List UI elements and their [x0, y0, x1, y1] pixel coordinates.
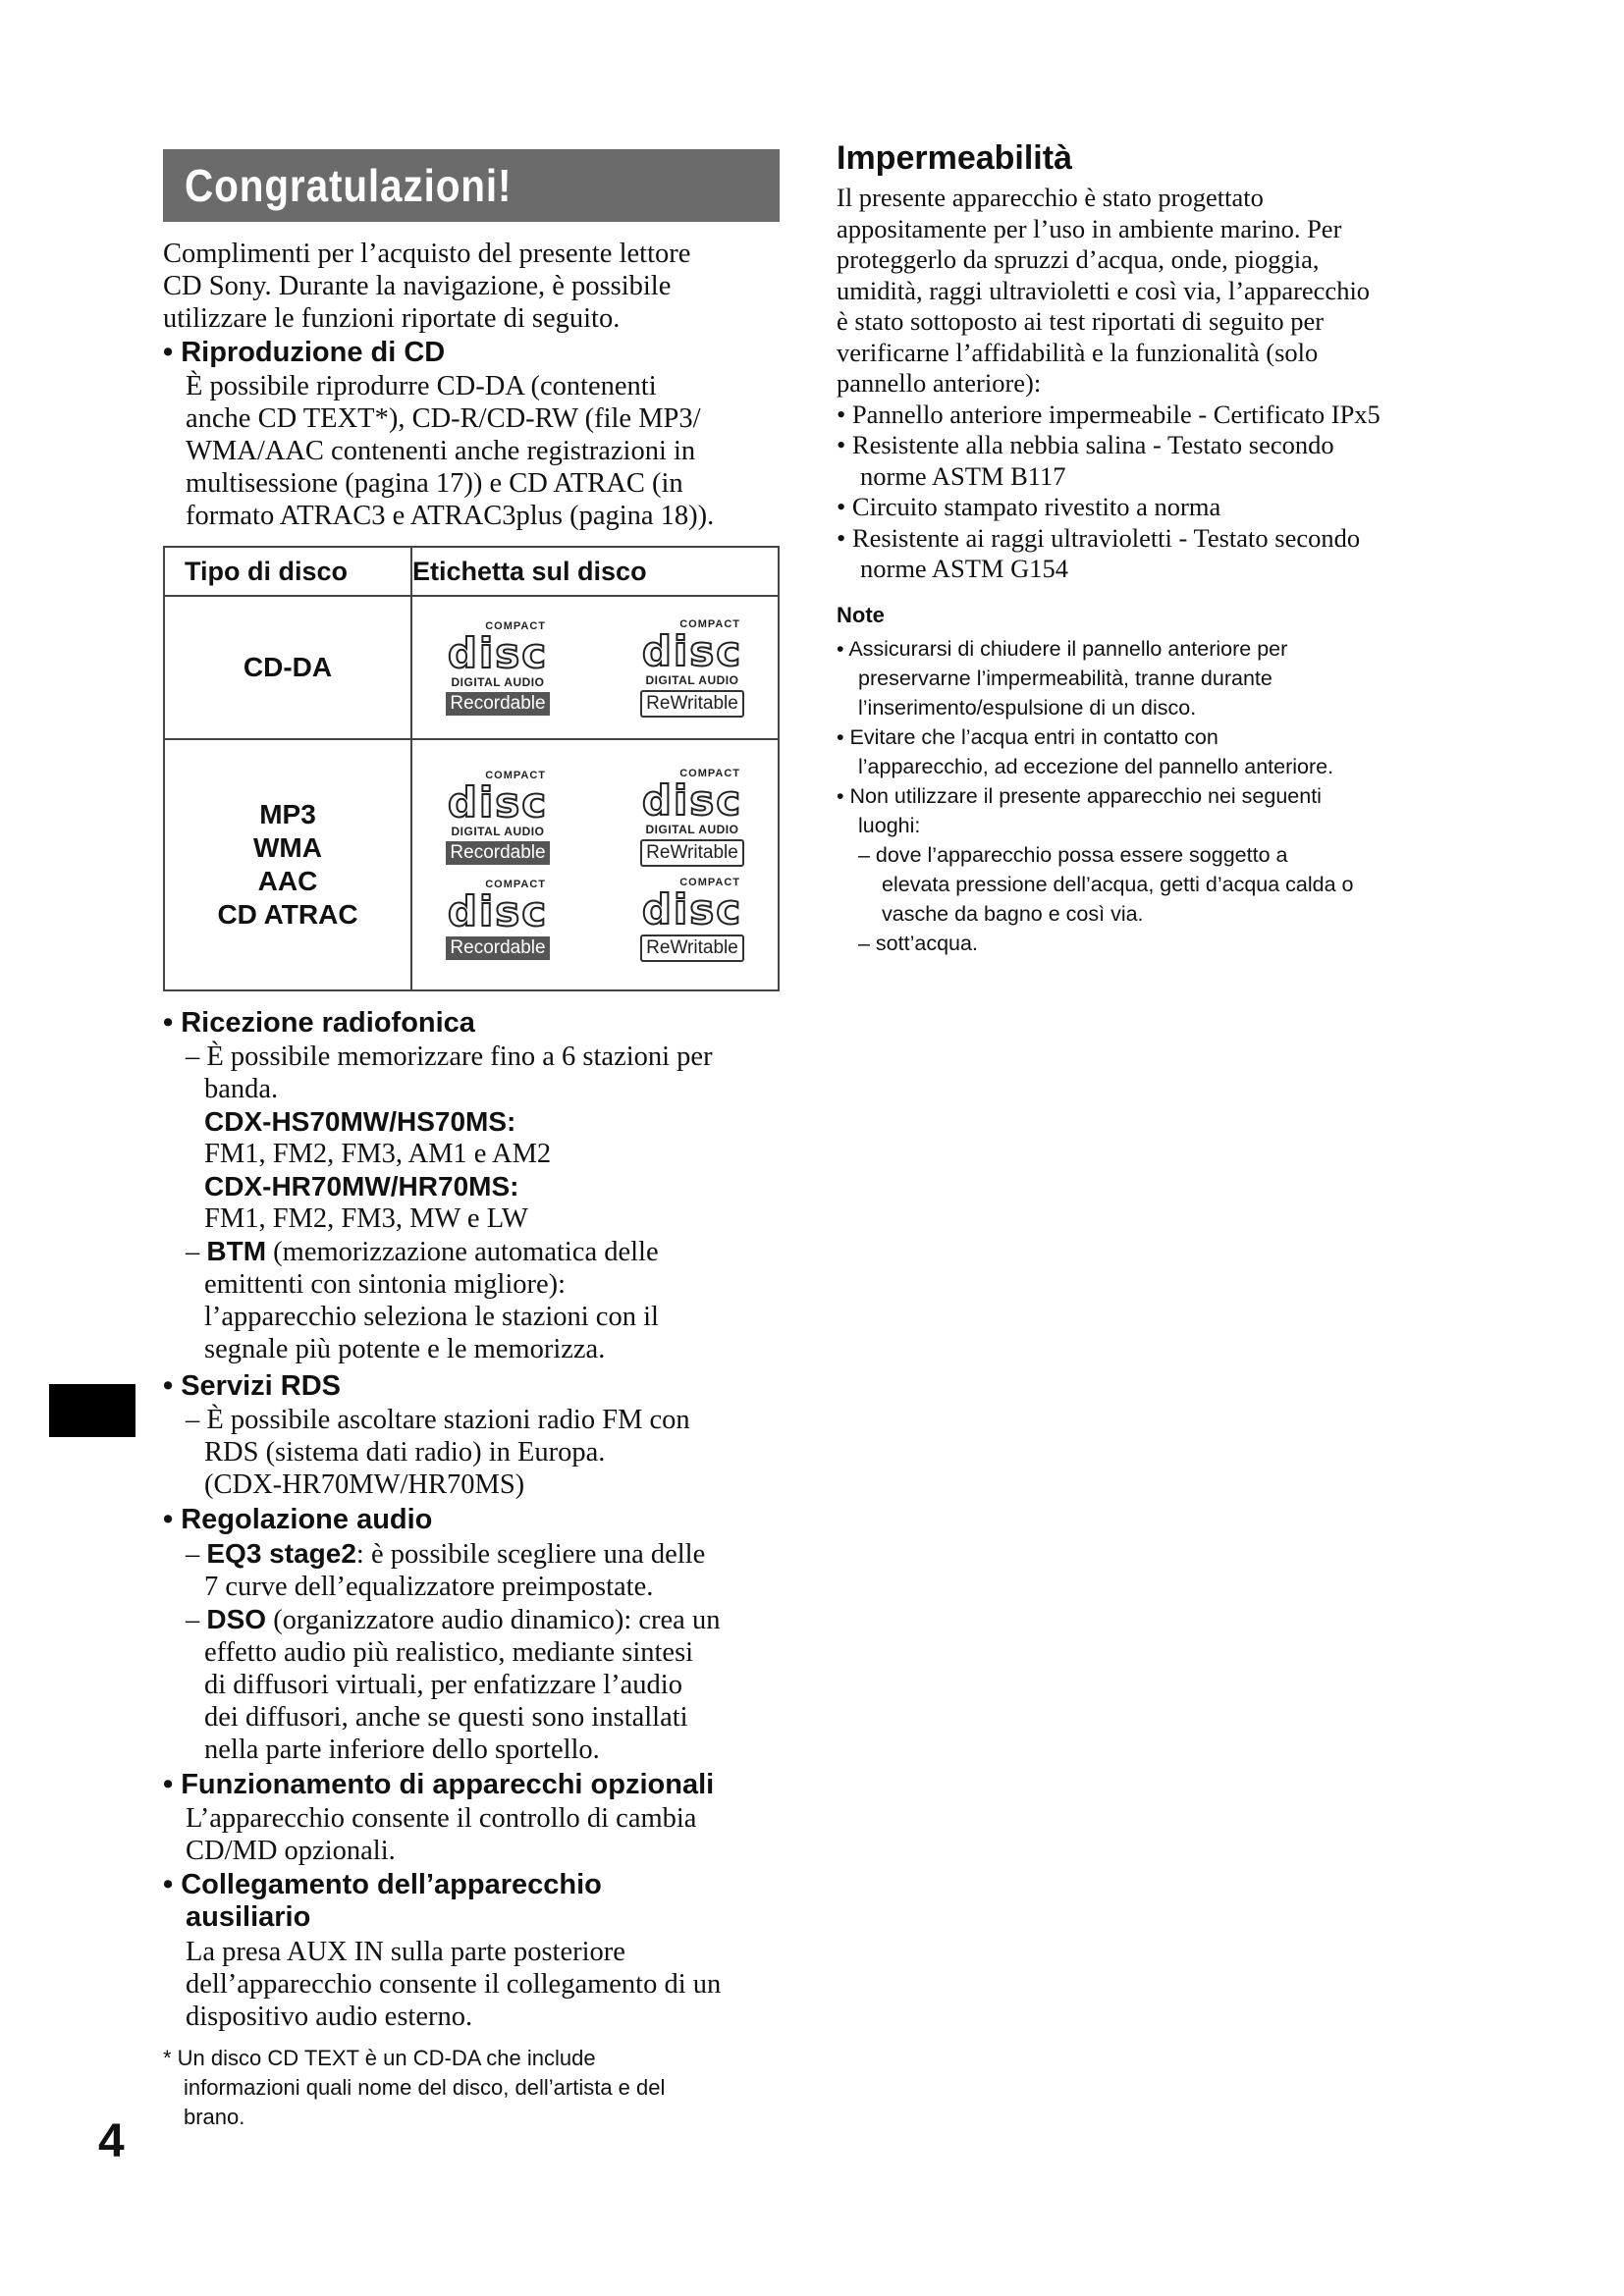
optional-line: CD/MD opzionali.	[186, 1836, 396, 1866]
water-paragraph: Il presente apparecchio è stato progettato appositamente per l’uso in ambiente marino. Per proteggerlo da spruzzi d’acqua, onde, pioggia, umidità, raggi ultravioletti e così via, l’apparecchio è stato sottoposto ai test riportati di seguito per verificarne l’affidabilità e la funzionalità (solo pannello anteriore): • Pannello anteriore impermeabile - Certificato IPx5 • Resistente alla nebbia salina - Testato secondo norme ASTM B117 • Circuito stampato rivestito a norma • Resistente ai raggi ultravioletti - Testato secondo norme ASTM G154	[837, 183, 1380, 583]
radio-heading: • Ricezione radiofonica	[163, 1007, 475, 1039]
rds-heading: • Servizi RDS	[163, 1370, 341, 1402]
footnote: * Un disco CD TEXT è un CD-DA che include informazioni quali nome del disco, dell’artista e del brano.	[163, 2046, 666, 2129]
aux-heading: • Collegamento dell’apparecchio ausiliario	[163, 1869, 602, 1933]
cd-line: È possibile riprodurre CD-DA (contenenti	[186, 371, 657, 401]
rds-line: – È possibile ascoltare stazioni radio FM con	[186, 1405, 690, 1435]
radio-line: banda.	[204, 1074, 279, 1104]
rds-section	[186, 1404, 690, 1501]
btm-line: emittenti con sintonia migliore):	[204, 1269, 567, 1300]
type-cd-atrac: CD ATRAC	[217, 899, 358, 930]
dso-line: nella parte inferiore dello sportello.	[204, 1735, 600, 1765]
table-cell-type	[164, 739, 411, 990]
btm-line: l’apparecchio seleziona le stazioni con il	[204, 1302, 659, 1332]
eq-line: 7 curve dell’equalizzatore preimpostate.	[204, 1572, 654, 1602]
intro-line: Complimenti per l’acquisto del presente lettore	[163, 239, 691, 269]
table-cell-logos	[411, 739, 779, 990]
cd-line: WMA/AAC contenenti anche registrazioni in	[186, 436, 696, 466]
cd-recordable-logo: COMPACT disc Recordable	[447, 879, 549, 958]
water-heading: Impermeabilità	[837, 139, 1072, 177]
cd-line: anche CD TEXT*), CD-R/CD-RW (file MP3/	[186, 403, 701, 434]
cd-line: formato ATRAC3 e ATRAC3plus (pagina 18)).	[186, 501, 715, 531]
intro-paragraph	[163, 238, 690, 335]
table-cell-type: CD-DA	[164, 596, 411, 739]
bands-hr70: FM1, FM2, FM3, MW e LW	[204, 1203, 528, 1234]
btm-line: segnale più potente e le memorizza.	[204, 1334, 606, 1364]
model-hr70: CDX-HR70MW/HR70MS:	[204, 1171, 519, 1201]
optional-line: L’apparecchio consente il controllo di cambia	[186, 1803, 697, 1834]
table-cell-logos	[411, 596, 779, 739]
cd-rewritable-logo: COMPACT disc ReWritable	[626, 877, 758, 962]
page-title: Congratulazioni!	[185, 160, 513, 211]
cd-line: multisessione (pagina 17)) e CD ATRAC (in	[186, 468, 683, 499]
note-list: • Assicurarsi di chiudere il pannello anteriore per preservarne l’impermeabilità, tranne durante l’inserimento/espulsione di un disco. • Evitare che l’acqua entri in contatto con l’apparecchio, ad eccezione del pannello anteriore. • Non utilizzare il presente apparecchio nei seguenti luoghi: – dove l’apparecchio possa essere soggetto a elevata pressione dell’acqua, getti d’acqua calda o vasche da bagno e così via. – sott’acqua.	[837, 637, 1354, 955]
type-wma: WMA	[253, 832, 322, 863]
table-header-type: Tipo di disco	[164, 547, 411, 596]
optional-section	[186, 1802, 696, 1867]
bands-hs70: FM1, FM2, FM3, AM1 e AM2	[204, 1139, 552, 1169]
aux-line: dell’apparecchio consente il collegamento di un	[186, 1969, 722, 2000]
dso-line: effetto audio più realistico, mediante sintesi	[204, 1637, 694, 1668]
cd-rewritable-logo: COMPACT disc DIGITAL AUDIO ReWritable	[626, 618, 758, 718]
side-tab-marker	[49, 1384, 135, 1437]
cd-heading: • Riproduzione di CD	[163, 337, 446, 368]
radio-line: – È possibile memorizzare fino a 6 stazioni per	[186, 1041, 713, 1072]
radio-section	[186, 1041, 713, 1365]
type-aac: AAC	[257, 866, 318, 896]
note-heading: Note	[837, 603, 885, 627]
rds-line: (CDX-HR70MW/HR70MS)	[204, 1469, 525, 1500]
audio-heading: • Regolazione audio	[163, 1504, 433, 1535]
cd-rewritable-logo: COMPACT disc DIGITAL AUDIO ReWritable	[626, 768, 758, 867]
dso-line: – DSO (organizzatore audio dinamico): crea un	[186, 1604, 721, 1635]
cd-recordable-logo: COMPACT disc DIGITAL AUDIO Recordable	[447, 770, 549, 863]
btm-line: – BTM (memorizzazione automatica delle	[186, 1236, 659, 1267]
page-number: 4	[98, 2115, 125, 2167]
eq-line: – EQ3 stage2: è possibile scegliere una delle	[186, 1538, 706, 1570]
aux-line: La presa AUX IN sulla parte posteriore	[186, 1937, 625, 1967]
audio-section	[186, 1537, 720, 1766]
cd-paragraph	[186, 370, 714, 532]
dso-line: dei diffusori, anche se questi sono installati	[204, 1702, 688, 1733]
aux-section	[186, 1936, 721, 2033]
title-banner	[163, 149, 780, 222]
table-header-label: Etichetta sul disco	[411, 547, 779, 596]
model-hs70: CDX-HS70MW/HS70MS:	[204, 1106, 516, 1137]
rds-line: RDS (sistema dati radio) in Europa.	[204, 1437, 606, 1468]
dso-line: di diffusori virtuali, per enfatizzare l’audio	[204, 1670, 682, 1700]
intro-line: utilizzare le funzioni riportate di seguito.	[163, 303, 621, 334]
cd-recordable-logo: COMPACT disc DIGITAL AUDIO Recordable	[447, 619, 549, 714]
intro-line: CD Sony. Durante la navigazione, è possibile	[163, 271, 672, 301]
aux-line: dispositivo audio esterno.	[186, 2002, 473, 2032]
optional-heading: • Funzionamento di apparecchi opzionali	[163, 1769, 715, 1800]
type-mp3: MP3	[259, 799, 316, 829]
disc-type-table	[163, 546, 780, 991]
